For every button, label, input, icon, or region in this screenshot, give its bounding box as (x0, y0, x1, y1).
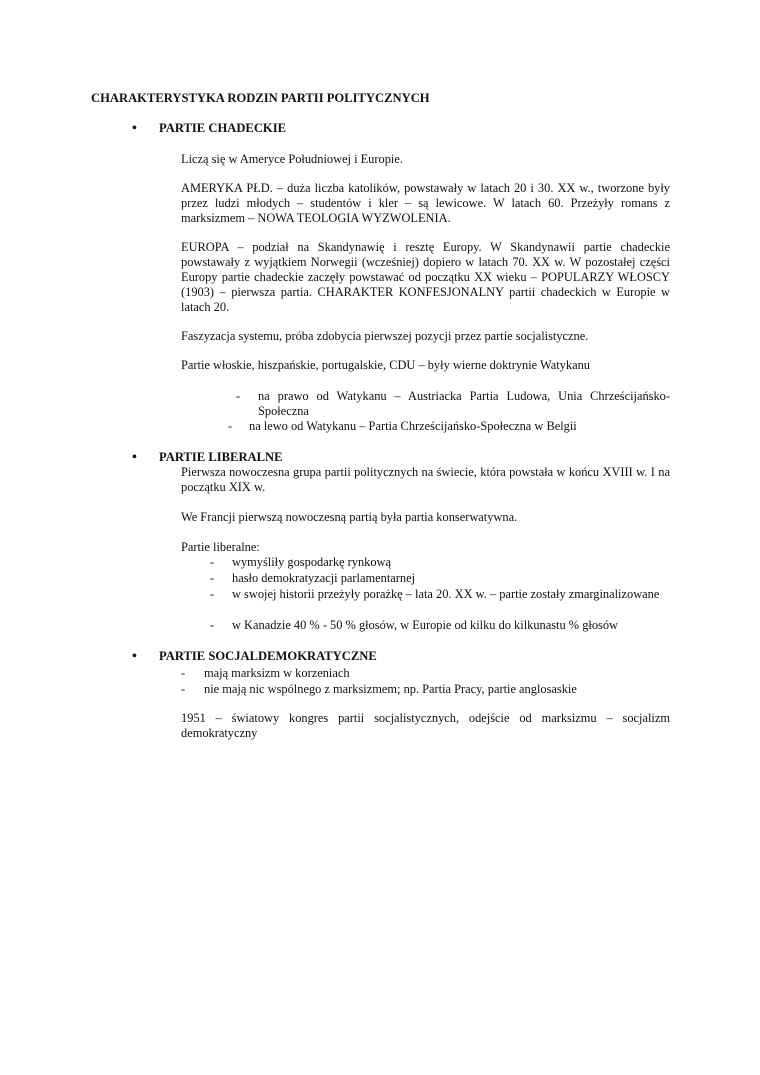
dash-icon: - (181, 666, 186, 680)
list-item: - mają marksizm w korzeniach (181, 666, 350, 680)
dash-icon: - (210, 555, 215, 569)
list-item: - w swojej historii przeżyły porażkę – lata 20. XX w. – partie zostały zmarginalizowane (210, 587, 660, 601)
paragraph: Faszyzacja systemu, próba zdobycia pierwszej pozycji przez partie socjalistyczne. (181, 329, 589, 343)
paragraph: Pierwsza nowoczesna grupa partii politycznych na świecie, która powstała w końcu XVIII w. I na początku XIX w. (181, 465, 670, 494)
bullet-icon: • (132, 450, 137, 465)
section-heading-liberalne: • PARTIE LIBERALNE (132, 450, 283, 465)
dash-icon: - (228, 419, 233, 433)
section-heading-chadeckie: • PARTIE CHADECKIE (132, 121, 287, 136)
paragraph: EUROPA – podział na Skandynawię i resztę Europy. W Skandynawii partie chadeckie powstawały z wyjątkiem Norwegii (wcześniej) dopiero w latach 70. XX w. W pozostałej części Europy partie chadeckie zaczęły powstawać od początku XX wieku – POPULARZY WŁOSCY (1903) – pierwsza partia. CHARAKTER KONFESJONALNY partii chadeckich w Europie w latach 20. (181, 240, 670, 314)
paragraph: AMERYKA PŁD. – duża liczba katolików, powstawały w latach 20 i 30. XX w., tworzone były przez ludzi młodych – studentów i kler – są lewicowe. W latach 60. Przeżyły romans z marksizmem – NOWA TEOLOGIA WYZWOLENIA. (181, 181, 670, 225)
dash-icon: - (210, 618, 215, 632)
paragraph: Partie włoskie, hiszpańskie, portugalskie, CDU – były wierne doktrynie Watykanu (181, 358, 590, 372)
bullet-icon: • (132, 121, 137, 136)
dash-icon: - (181, 682, 186, 696)
paragraph: Liczą się w Ameryce Południowej i Europie. (181, 152, 403, 166)
list-item: - hasło demokratyzacji parlamentarnej (210, 571, 416, 585)
dash-icon: - (210, 571, 215, 585)
paragraph: 1951 – światowy kongres partii socjalistycznych, odejście od marksizmu – socjalizm demokratyczny (181, 711, 670, 740)
dash-icon: - (236, 389, 241, 403)
dash-icon: - (210, 587, 215, 601)
list-item: - w Kanadzie 40 % - 50 % głosów, w Europie od kilku do kilkunastu % głosów (210, 618, 619, 632)
list-item: - na lewo od Watykanu – Partia Chrześcijańsko-Społeczna w Belgii (228, 419, 577, 433)
bullet-icon: • (132, 649, 137, 664)
section-heading-socjaldemokratyczne: • PARTIE SOCJALDEMOKRATYCZNE (132, 649, 377, 664)
paragraph: Partie liberalne: (181, 540, 260, 554)
list-item: - wymyśliły gospodarkę rynkową (210, 555, 391, 569)
list-item: - na prawo od Watykanu – Austriacka Partia Ludowa, Unia Chrześcijańsko-Społeczna (236, 389, 670, 418)
list-item: - nie mają nic wspólnego z marksizmem; np. Partia Pracy, partie anglosaskie (181, 682, 577, 696)
paragraph: We Francji pierwszą nowoczesną partią była partia konserwatywna. (181, 510, 518, 524)
document-title: CHARAKTERYSTYKA RODZIN PARTII POLITYCZNYCH (91, 91, 430, 105)
